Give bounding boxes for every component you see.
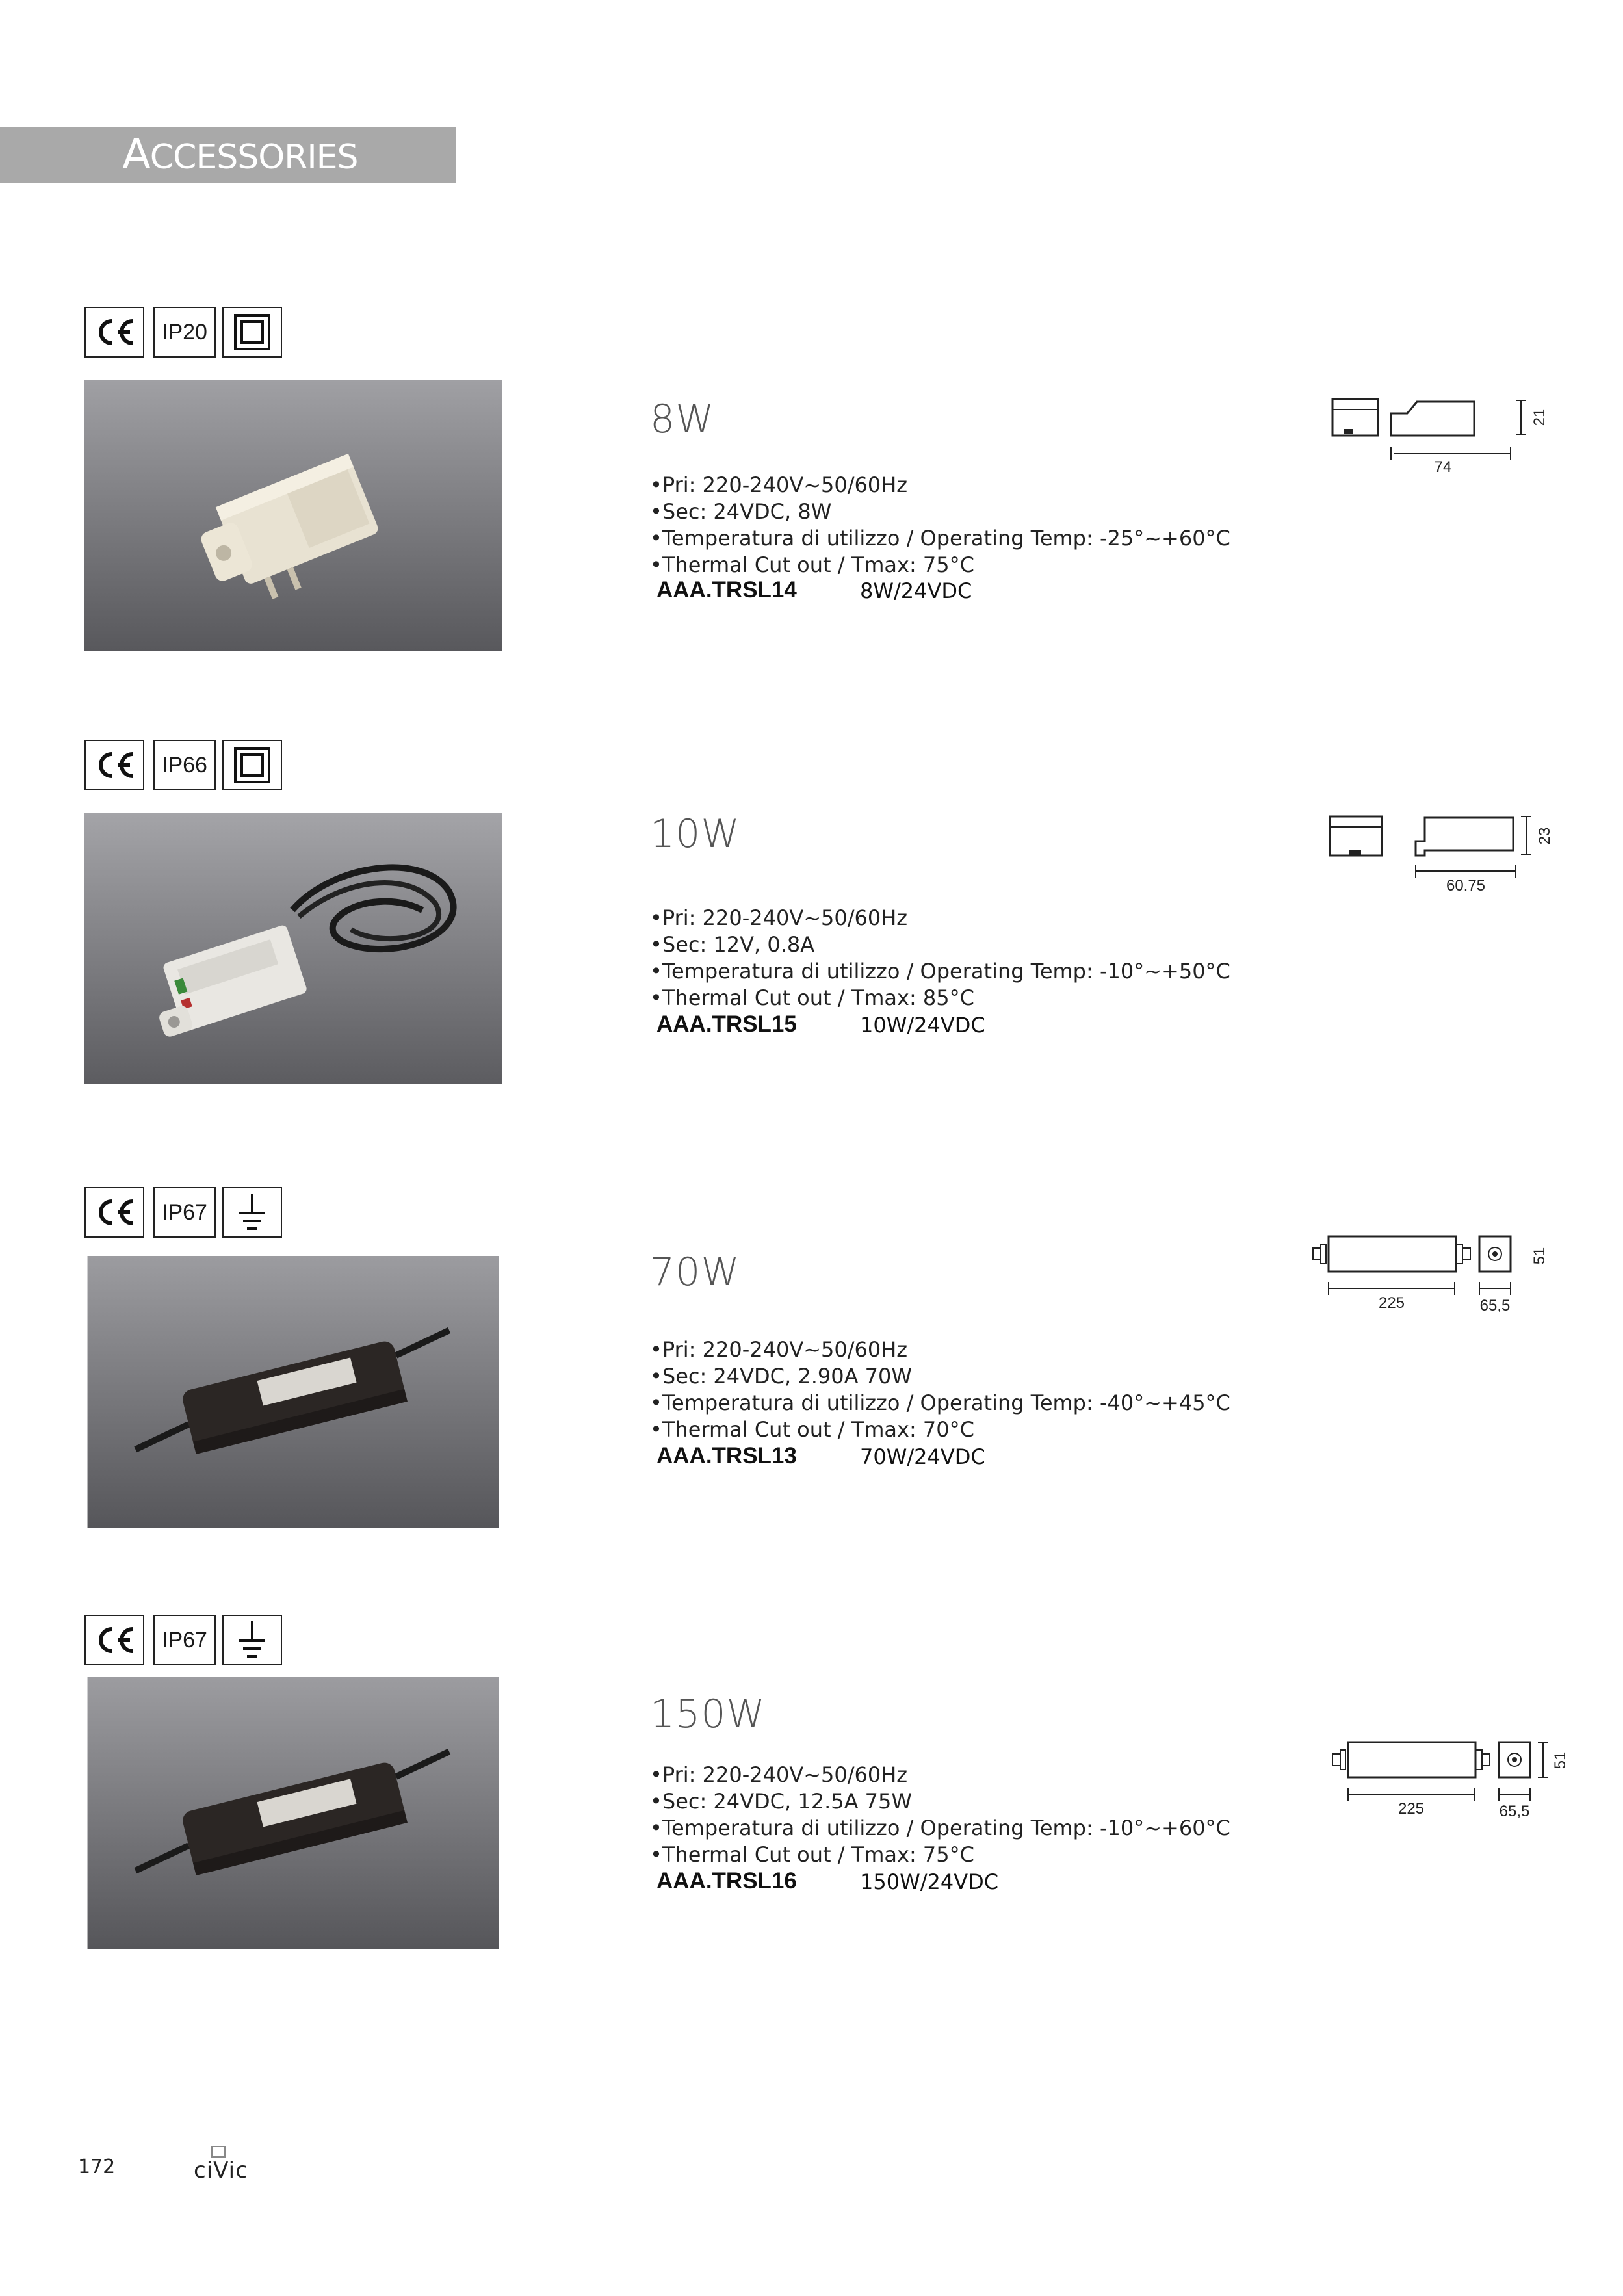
power-rating: 150W — [650, 1691, 766, 1737]
spec-item: • Pri: 220-240V~50/60Hz — [650, 1337, 1230, 1363]
spec-item: • Pri: 220-240V~50/60Hz — [650, 905, 1230, 932]
dimension-width: 65,5 — [1479, 1297, 1511, 1314]
spec-item: • Sec: 24VDC, 2.90A 70W — [650, 1363, 1230, 1390]
ground-icon — [222, 1615, 282, 1665]
double-insulation-icon — [222, 740, 282, 790]
product-rating: 150W/24VDC — [860, 1870, 999, 1894]
spec-list — [650, 905, 1230, 1011]
spec-item: • Thermal Cut out / Tmax: 85°C — [650, 985, 1230, 1011]
spec-item: • Temperatura di utilizzo / Operating Temp: -40°~+45°C — [650, 1390, 1230, 1416]
ip-rating-badge: IP66 — [153, 740, 216, 790]
dimension-width: 65,5 — [1499, 1803, 1530, 1820]
spec-item: • Temperatura di utilizzo / Operating Temp: -10°~+50°C — [650, 958, 1230, 985]
product-rating: 8W/24VDC — [860, 579, 972, 603]
dimension-height: 51 — [1552, 1751, 1569, 1769]
dimension-height: 21 — [1531, 408, 1548, 426]
product-photo — [84, 1677, 502, 1949]
product-rating: 10W/24VDC — [860, 1013, 985, 1037]
ce-mark-icon — [84, 1187, 144, 1238]
dimension-drawing — [1323, 810, 1570, 894]
product-rating: 70W/24VDC — [860, 1444, 985, 1469]
spec-item: • Thermal Cut out / Tmax: 75°C — [650, 552, 1230, 579]
product-photo — [84, 813, 502, 1084]
ip-rating-badge: IP67 — [153, 1615, 216, 1665]
power-rating: 8W — [650, 397, 715, 442]
spec-item: • Sec: 24VDC, 8W — [650, 499, 1230, 525]
brand-logo — [192, 2145, 257, 2182]
spec-item: • Sec: 24VDC, 12.5A 75W — [650, 1788, 1230, 1815]
dimension-height: 51 — [1531, 1247, 1548, 1265]
svg-text:ciVic: ciVic — [194, 2158, 248, 2182]
ip-rating-badge: IP20 — [153, 307, 216, 358]
product-code: AAA.TRSL16 — [656, 1868, 797, 1894]
ground-icon — [222, 1187, 282, 1238]
ce-mark-icon — [84, 307, 144, 358]
power-rating: 70W — [650, 1249, 740, 1295]
spec-list — [650, 1762, 1230, 1868]
dimension-length: 60.75 — [1446, 877, 1486, 894]
spec-item: • Thermal Cut out / Tmax: 70°C — [650, 1416, 1230, 1443]
product-code: AAA.TRSL14 — [656, 577, 797, 603]
dimension-length: 74 — [1434, 458, 1452, 476]
dimension-drawing — [1329, 1736, 1589, 1827]
double-insulation-icon — [222, 307, 282, 358]
dimension-height: 23 — [1536, 827, 1553, 845]
spec-item: • Pri: 220-240V~50/60Hz — [650, 1762, 1230, 1788]
ce-mark-icon — [84, 740, 144, 790]
product-code: AAA.TRSL13 — [656, 1443, 797, 1468]
spec-item: • Sec: 12V, 0.8A — [650, 932, 1230, 958]
ce-mark-icon — [84, 1615, 144, 1665]
page-number: 172 — [78, 2156, 116, 2178]
dimension-drawing — [1309, 1230, 1569, 1321]
dimension-length: 225 — [1397, 1800, 1425, 1818]
product-photo — [84, 380, 502, 651]
spec-item: • Pri: 220-240V~50/60Hz — [650, 472, 1230, 499]
ip-rating-badge: IP67 — [153, 1187, 216, 1238]
dimension-drawing — [1326, 391, 1566, 476]
spec-list — [650, 1337, 1230, 1443]
spec-item: • Temperatura di utilizzo / Operating Temp: -10°~+60°C — [650, 1815, 1230, 1842]
power-rating: 10W — [650, 811, 740, 857]
section-title: ACCESSORIES — [122, 131, 358, 179]
spec-item: • Temperatura di utilizzo / Operating Temp: -25°~+60°C — [650, 525, 1230, 552]
product-code: AAA.TRSL15 — [656, 1011, 797, 1037]
spec-item: • Thermal Cut out / Tmax: 75°C — [650, 1842, 1230, 1868]
product-photo — [84, 1256, 502, 1528]
spec-list — [650, 472, 1230, 579]
dimension-length: 225 — [1378, 1294, 1405, 1312]
